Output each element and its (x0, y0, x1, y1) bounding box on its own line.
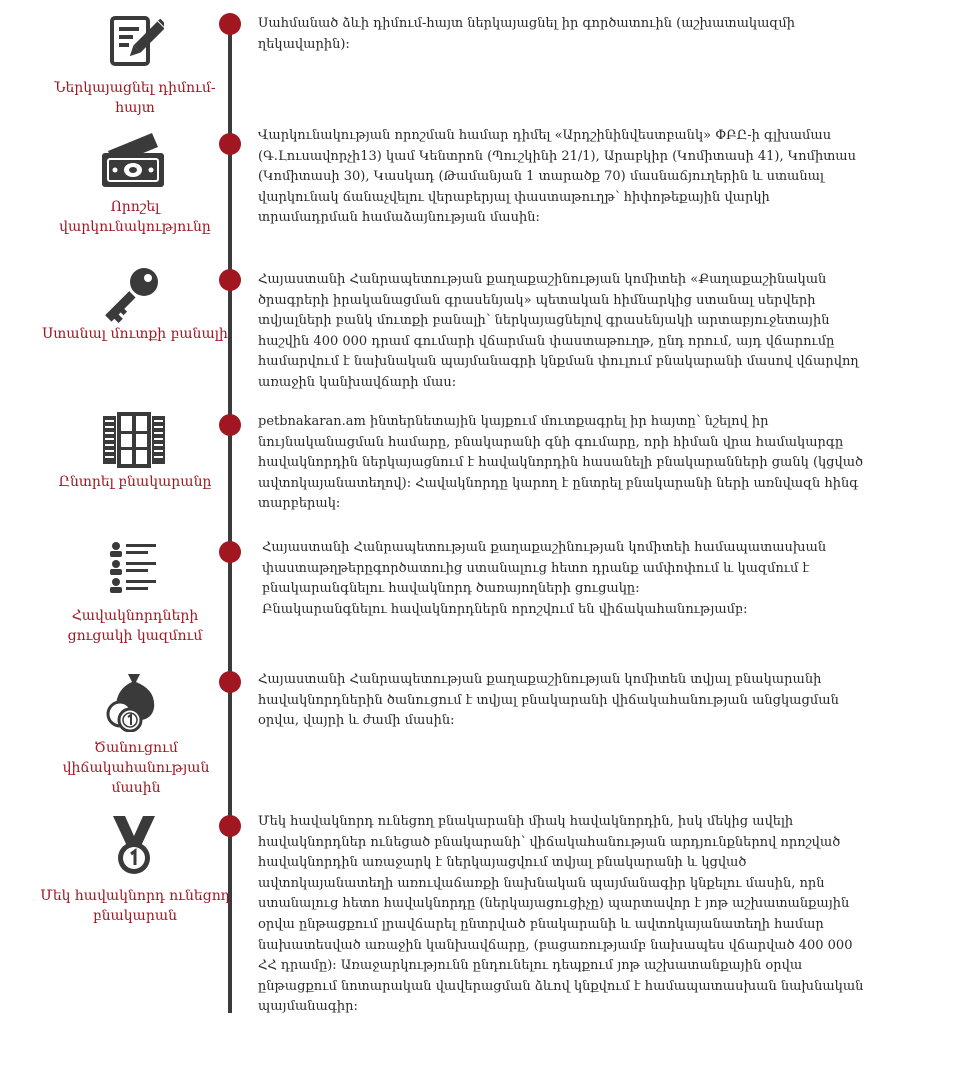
user-list-icon (96, 536, 172, 600)
step-title: Ընտրել բնակարանը (58, 474, 212, 490)
timeline-dot (219, 414, 241, 436)
window-icon (96, 408, 172, 472)
step-description: Սահմանած ձևի դիմում-հայտ ներկայացնել իր գործատուին (աշխատակազմի ղեկավարին): (258, 16, 795, 52)
timeline-dot (219, 269, 241, 291)
step-description: Հայաստանի Հանրապետության քաղաքաշինության կոմիտեի «Քաղաքաշինական ծրագրերի իրականացման գրասենյակ» պետական հիմնարկից ստանալ սերվերի տվյալների բանկ մուտքի բանալի՝ ներկայացնելով գրասենյակի արտաբյուջետային հաշվին 400 000 դրամ գումարի վճարման փաստաթուղթ, ընդ որում, այդ վճարումը համարվում է նախնական պայմանագրի կնքման փուլում բնակարանի մասով վճարվող առաջին կանխավճարի մաս: (258, 272, 859, 390)
timeline-dot (219, 541, 241, 563)
step-title: Ստանալ մուտքի բանալի (42, 326, 228, 342)
money-bag-icon (96, 668, 172, 732)
step-title: Ներկայացնել դիմում-հայտ (54, 80, 216, 116)
step-description: Մեկ հավակնորդ ունեցող բնակարանի միակ հավակնորդին, իսկ մեկից ավելի հավակնորդներ ունեցած բնակարանի՝ վիճակահանության արդյունքներով որոշված հավակնորդին առաջարկ է ներկայացվում տվյալ բնակարանի և կցված ավտոկայանատեղի առուվաճառքի նախնական պայմանագիր կնքելու մասին, որն ստանալուց հետո հավակնորդը (ներկայացուցիչը) պարտավոր է յոթ աշխատանքային օրվա ընթացքում լրավճարել ընտրված բնակարանի և ավտոկայանատեղի համար նախատեսված առաջին կանխավճարը, (բացառությամբ նախապես վճարված 400 000 ՀՀ դրամը): Առաջարկությունն ընդունելու դեպքում յոթ աշխատանքային օրվա ընթացքում նոտարական վավերացման ձևով կնքվում է համապատասխան նախնական պայմանագիր: (258, 814, 864, 1015)
step-description: petbnakaran.am ինտերնետային կայքում մուտքագրել իր հայտը՝ նշելով իր նույնականացման համարը, բնակարանի գնի գումարը, որի հիման վրա համակարգը հավակնորդին ներկայացնում է հավակնորդին հասանելի բնակարանների ցանկ (կցված ավտոկայանատեղով): Հավակնորդը կարող է ընտրել բնակարանի ների առնվազն հինգ տարբերակ: (258, 414, 864, 512)
money-bill-icon (96, 128, 172, 192)
timeline-dot (219, 133, 241, 155)
step-title: Հավակնորդների ցուցակի կազմում (67, 608, 203, 644)
timeline-dot (219, 671, 241, 693)
step-title: Որոշել վարկունակությունը (59, 199, 211, 235)
timeline-line (228, 16, 232, 1013)
timeline-dot (219, 815, 241, 837)
key-icon (96, 262, 172, 326)
step-title: Մեկ հավակնորդ ունեցող բնակարան (40, 888, 230, 924)
step-title: Ծանուցում վիճակահանության մասին (62, 740, 210, 796)
document-edit-icon (96, 10, 172, 74)
step-description: Հայաստանի Հանրապետության քաղաքաշինության կոմիտեի համապատասխան փաստաթղթերըգործատուից ստանալուց հետո դրանք ամփոփում և կազմում է բնակարանգնելու հավակնորդ ծառայողների ցուցակը: Բնակարանգնելու հավակնորդներն որոշվում են վիճակահանությամբ: (262, 540, 827, 617)
timeline-dot (219, 13, 241, 35)
medal-icon (96, 814, 172, 878)
step-description: Վարկունակության որոշման համար դիմել «Արդշինինվեստբանկ» ՓԲԸ-ի գլխամաս (Գ.Լուսավորչի13) կամ Կենտրոն (Պուշկինի 21/1), Արաբկիր (Կոմիտասի 41), Կոմիտաս (Կոմիտասի 30), Կասկադ (Թամանյան 1 տարածք 70) մասնաճյուղերին և ստանալ վարկունակ ճանաչվելու վերաբերյալ փաստաթուղթ՝ հիփոթեքային վարկի տրամադրման համաձայնության մասին: (258, 128, 857, 226)
step-description: Հայաստանի Հանրապետության քաղաքաշինության կոմիտեն տվյալ բնակարանի հավակնորդներին ծանուցում է տվյալ բնակարանի վիճակահանության անցկացման օրվա, վայրի և ժամի մասին: (258, 672, 839, 729)
